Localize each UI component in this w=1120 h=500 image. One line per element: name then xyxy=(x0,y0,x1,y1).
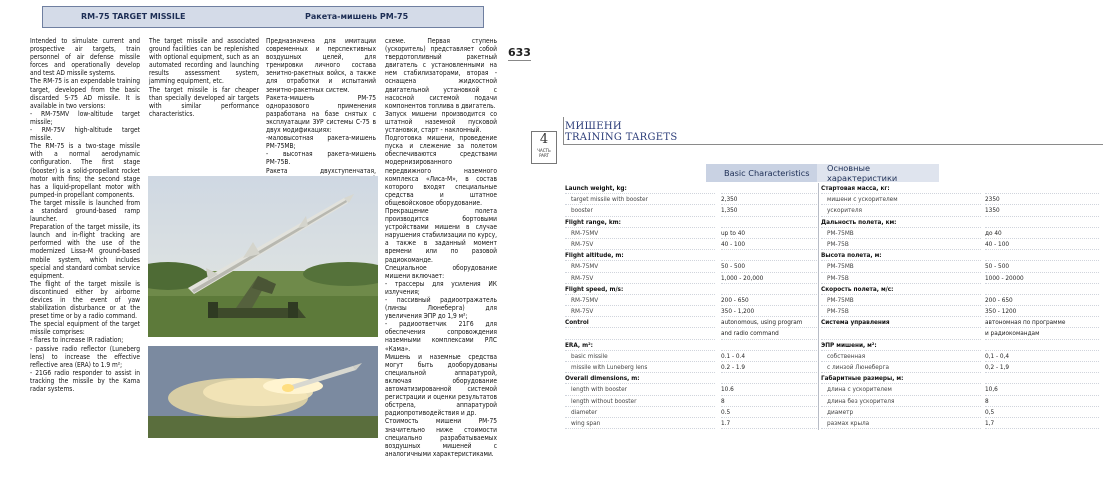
table-row-label: RM-75MV xyxy=(565,228,715,239)
table-en-keys xyxy=(565,183,715,429)
table-row-label: RM-75V xyxy=(565,306,715,317)
section-divider-vertical xyxy=(563,117,564,145)
table-row-value: до 40 xyxy=(985,228,1099,239)
table-row-value: 0,2 - 1,9 xyxy=(985,362,1099,373)
table-row-label: мишени с ускорителем xyxy=(821,194,981,205)
table-row-value xyxy=(985,217,1099,228)
table-row-label: Высота полета, м: xyxy=(821,250,981,261)
table-row-value: 2,350 xyxy=(721,194,817,205)
table-row-label: booster xyxy=(565,205,715,216)
table-row-label: диаметр xyxy=(821,407,981,418)
english-text-column-1 xyxy=(30,37,140,393)
table-row-label: missile with Luneberg lens xyxy=(565,362,715,373)
table-row-label: wing span xyxy=(565,418,715,429)
english-text-column-2 xyxy=(149,37,259,118)
paragraph: - passive radio reflector (Luneberg lens) to increase the effective reflective area (ERA) to 1.9 m²; xyxy=(30,344,140,369)
table-ru-values xyxy=(985,183,1099,429)
paragraph: - 21G6 radio responder to assist in tracking the missile by the Kama radar systems. xyxy=(30,368,140,394)
table-row-label: Flight altitude, m: xyxy=(565,250,715,261)
table-header-ru xyxy=(817,164,939,182)
table-row-label: length without booster xyxy=(565,396,715,407)
table-row-value: 1350 xyxy=(985,205,1099,216)
table-row-label: RM-75V xyxy=(565,239,715,250)
page-number: 633 xyxy=(508,46,531,59)
section-title-ru: МИШЕНИ xyxy=(565,121,622,132)
table-row-label: length with booster xyxy=(565,384,715,395)
table-row-label: РМ-75В xyxy=(821,273,981,284)
table-row-label: Система управления xyxy=(821,317,981,328)
table-row-label xyxy=(565,328,715,339)
table-row-value xyxy=(985,183,1099,194)
table-en-values xyxy=(721,183,817,429)
table-row-value xyxy=(985,340,1099,351)
russian-text-column-1 xyxy=(266,37,376,191)
table-row-value: и радиокомандам xyxy=(985,328,1099,339)
table-header-en-label: Basic Characteristics xyxy=(724,168,810,178)
table-row-label: РМ-75МВ xyxy=(821,261,981,272)
table-row-value: 40 - 100 xyxy=(721,239,817,250)
table-row-label xyxy=(821,328,981,339)
characteristics-table xyxy=(563,183,1103,430)
table-row-label: Flight range, km: xyxy=(565,217,715,228)
table-row-value xyxy=(721,183,817,194)
missile-launcher-photo xyxy=(148,176,378,337)
table-row-label: RM-75MV xyxy=(565,295,715,306)
table-row-value: 1,000 - 20,000 xyxy=(721,273,817,284)
table-row-label: ЭПР мишени, м²: xyxy=(821,340,981,351)
part-number: 4 xyxy=(539,132,549,147)
table-row-label: собственная xyxy=(821,351,981,362)
table-row-value xyxy=(985,373,1099,384)
header-title-en: RM-75 TARGET MISSILE xyxy=(81,12,186,21)
missile-flight-illustration xyxy=(148,346,378,438)
table-row-value: 40 - 100 xyxy=(985,239,1099,250)
paragraph: Ракета двухступенчатая, xyxy=(266,166,376,175)
section-divider xyxy=(563,144,1103,145)
table-row-label: РМ-75МВ xyxy=(821,295,981,306)
table-row-label: RM-75MV xyxy=(565,261,715,272)
table-row-label: Стартовая масса, кг: xyxy=(821,183,981,194)
table-row-value: 350 - 1200 xyxy=(985,306,1099,317)
table-row-value xyxy=(721,284,817,295)
paragraph: Прекращение полета производится бортовыми устройствами мишени в случае нарушения стабилизации по курсу, а также в заданный момент времени или по разовой радиокоманде. xyxy=(385,206,497,264)
table-row-value: up to 40 xyxy=(721,228,817,239)
table-row-value xyxy=(721,217,817,228)
table-row-label: Скорость полета, м/с: xyxy=(821,284,981,295)
table-row-value: 2350 xyxy=(985,194,1099,205)
table-header-en xyxy=(706,164,829,182)
paragraph: Запуск мишени производится со штатной наземной пусковой установки, старт - наклонный. xyxy=(385,109,497,135)
table-row-label: RM-75V xyxy=(565,273,715,284)
table-row-label: Overall dimensions, m: xyxy=(565,373,715,384)
paragraph: Стоимость мишени РМ-75 значительно ниже стоимости специально разрабатываемых воздушных мишеней с аналогичными характеристиками. xyxy=(385,417,497,458)
paragraph: Preparation of the target missile, its launch and in-flight tracking are performed with the use of the modernized Lissa-M ground-based mobile system, which includes special and standard combat service equipment. xyxy=(30,223,140,280)
table-row-value: 1.7 xyxy=(721,418,817,429)
table-row-label: Дальность полета, км: xyxy=(821,217,981,228)
table-divider xyxy=(818,183,819,430)
table-row-label: Габаритные размеры, м: xyxy=(821,373,981,384)
paragraph: Ракета-мишень РМ-75 одноразового применения разработана на базе снятых с эксплуатации ЗУР системы С-75 в двух модификациях: xyxy=(266,93,376,135)
table-row-value xyxy=(721,373,817,384)
part-tab xyxy=(531,131,557,164)
table-ru-keys xyxy=(821,183,981,429)
paragraph: The special equipment of the target missile comprises: xyxy=(30,320,140,337)
table-row-value xyxy=(985,250,1099,261)
table-row-value: 200 - 650 xyxy=(985,295,1099,306)
table-row-label: РМ-75В xyxy=(821,239,981,250)
table-row-value: 0.1 - 0.4 xyxy=(721,351,817,362)
missile-launcher-illustration xyxy=(148,176,378,337)
table-row-value: and radio command xyxy=(721,328,817,339)
table-row-value: 8 xyxy=(985,396,1099,407)
table-row-value xyxy=(721,250,817,261)
paragraph: - flares to increase IR radiation; xyxy=(30,336,124,345)
paragraph: -маловысотная ракета-мишень РМ-75МВ; xyxy=(266,134,376,151)
header-banner xyxy=(42,6,484,28)
table-row-value: автономная по программе xyxy=(985,317,1099,328)
paragraph: - RM-75V high-altitude target missile. xyxy=(30,126,140,143)
table-row-value: 1,7 xyxy=(985,418,1099,429)
table-row-value: 10,6 xyxy=(985,384,1099,395)
paragraph: схеме. Первая ступень (ускоритель) представляет собой твердотопливный ракетный двигатель с установленными на нем стабилизаторами, вторая - оснащена жидкостной двигательной установкой с насосной системой подачи компонентов топлива в двигатель. xyxy=(385,37,497,110)
table-row-label: РМ-75МВ xyxy=(821,228,981,239)
part-label-1: ЧАСТЬ xyxy=(537,148,551,153)
header-title-ru: Ракета-мишень РМ-75 xyxy=(305,12,409,21)
table-row-label: РМ-75В xyxy=(821,306,981,317)
table-row-value: 200 - 650 xyxy=(721,295,817,306)
section-title xyxy=(565,121,677,143)
paragraph: Мишень и наземные средства могут быть дооборудованы специальной аппаратурой, включая оборудование автоматизированной системой регистрации и оценки результатов обстрела, аппаратурой радиопротиводействия и др. xyxy=(385,352,497,418)
paragraph: - высотная ракета-мишень РМ-75В. xyxy=(266,150,376,167)
table-row-value: 10.6 xyxy=(721,384,817,395)
paragraph: - RM-75MV low-altitude target missile; xyxy=(30,109,140,126)
table-row-label: diameter xyxy=(565,407,715,418)
paragraph: - трассеры для усиления ИК излучения; xyxy=(385,279,497,296)
paragraph: The flight of the target missile is discontinued either by airborne devices in the event of yaw stabilization disturbance or at the preset time or by a radio command. xyxy=(30,279,140,321)
table-row-value: 0,1 - 0,4 xyxy=(985,351,1099,362)
table-row-value: 50 - 500 xyxy=(721,261,817,272)
missile-launch-photo xyxy=(148,346,378,438)
paragraph: The RM-75 is a two-stage missile with a normal aerodynamic configuration. The first stage (booster) is a solid-propellant rocket motor with fins; the second stage has a liquid-propellant motor with pumped-in propellant components. xyxy=(30,142,140,199)
table-row-label: Flight speed, m/s: xyxy=(565,284,715,295)
table-row-label: длина с ускорителем xyxy=(821,384,981,395)
part-label-2: PART xyxy=(539,153,549,158)
table-row-value: 0,5 xyxy=(985,407,1099,418)
table-row-label: длина без ускорителя xyxy=(821,396,981,407)
table-row-value xyxy=(985,284,1099,295)
paragraph: The target missile is launched from a standard ground-based ramp launcher. xyxy=(30,198,140,224)
table-row-value: 0.2 - 1.9 xyxy=(721,362,817,373)
table-row-label: target missile with booster xyxy=(565,194,715,205)
paragraph: Подготовка мишени, проведение пуска и слежение за полетом обеспечиваются средствами модернизированного передвижного наземного комплекса «Лиса-М», в состав которого входят специальные средства и штатное общевойсковое оборудование. xyxy=(385,134,497,207)
table-row-label: ERA, m²: xyxy=(565,340,715,351)
paragraph: The RM-75 is an expendable training target, developed from the basic discarded S-75 AD missile. It is available in two versions: xyxy=(30,77,140,110)
table-header-ru-label: Основные характеристики xyxy=(827,163,898,183)
paragraph: Предназначена для имитации современных и перспективных воздушных целей, для тренировки личного состава зенитно-ракетных войск, а также для отработки и испытаний зенитно-ракетных систем. xyxy=(266,37,376,94)
paragraph: The target missile is far cheaper than specially developed air targets with similar performance characteristics. xyxy=(149,85,259,118)
table-row-value xyxy=(721,340,817,351)
table-row-label: размах крыла xyxy=(821,418,981,429)
table-row-label: basic missile xyxy=(565,351,715,362)
russian-text-column-2 xyxy=(385,37,497,458)
table-row-label: ускорителя xyxy=(821,205,981,216)
table-row-value: 8 xyxy=(721,396,817,407)
table-row-value: 1000 - 20000 xyxy=(985,273,1099,284)
table-row-value: 350 - 1,200 xyxy=(721,306,817,317)
table-row-label: Control xyxy=(565,317,715,328)
paragraph: Специальное оборудование мишени включает: xyxy=(385,263,497,280)
table-row-value: 0.5 xyxy=(721,407,817,418)
paragraph: The target missile and associated ground facilities can be replenished with optional equipment, such as an automated recording and launching results assessment system, jamming equipment, etc. xyxy=(149,37,259,86)
table-row-value: 1,350 xyxy=(721,205,817,216)
paragraph: - пассивный радиоотражатель (линзы Люнеберга) для увеличения ЭПР до 1,9 м²; xyxy=(385,296,497,321)
table-row-value: autonomous, using program xyxy=(721,317,817,328)
paragraph: - радиоответчик 21Г6 для обеспечения сопровождения наземными комплексами РЛС «Кама». xyxy=(385,320,497,353)
table-row-label: с линзой Люнеберга xyxy=(821,362,981,373)
section-title-en: TRAINING TARGETS xyxy=(565,132,678,143)
table-row-value: 50 - 500 xyxy=(985,261,1099,272)
paragraph: Intended to simulate current and prospective air targets, train personnel of air defense missile forces and operationally develop and test AD missile systems. xyxy=(30,37,140,78)
table-row-label: Launch weight, kg: xyxy=(565,183,715,194)
